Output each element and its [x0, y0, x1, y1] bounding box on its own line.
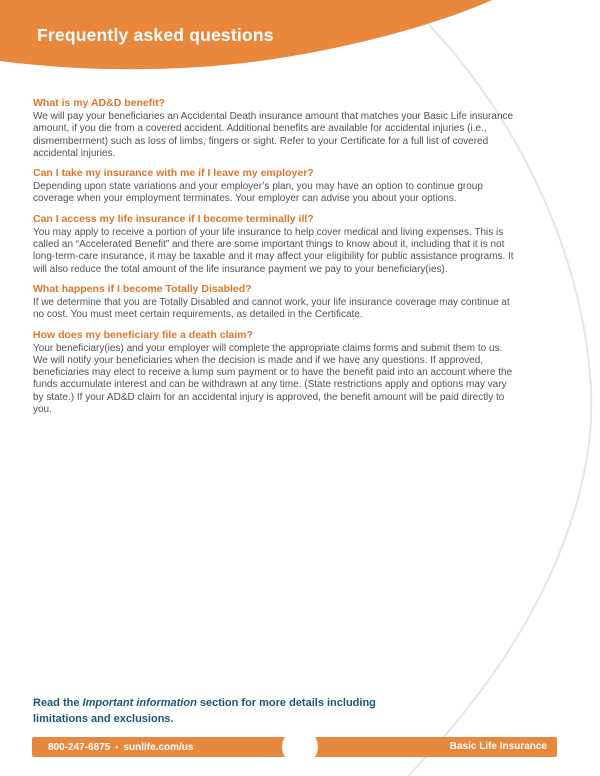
faq-answer: Depending upon state variations and your employer’s plan, you may have an option to continue group coverage when your employment terminates. Your employer can advise you about your options.: [33, 181, 483, 205]
faq-question: Can I take my insurance with me if I leave my employer?: [33, 167, 314, 180]
faq-item: [33, 329, 518, 417]
note-suffix: section for more details including limitations and exclusions.: [33, 697, 376, 725]
faq-list: [33, 97, 518, 416]
note-emphasis: Important information: [82, 697, 197, 709]
important-information-note: [33, 696, 405, 727]
faq-item: [33, 97, 518, 160]
faq-question: What happens if I become Totally Disabled?: [33, 282, 252, 295]
footer-gap-notch: [282, 729, 318, 765]
faq-answer: If we determine that you are Totally Disabled and cannot work, your life insurance coverage may continue at no cost. You must meet certain requirements, as detailed in the Certificate.: [33, 296, 510, 321]
faq-answer: We will pay your beneficiaries an Accidental Death insurance amount that matches your Basic Life insurance amount, if you die from a covered accident. Additional benefits are available for accidental injuries (i.e., dismemberment) such as loss of limbs, fingers or sight. Refer to your Certificate for a full list of covered accidental injuries.: [33, 111, 514, 159]
faq-answer: You may apply to receive a portion of your life insurance to help cover medical and living expenses. This is called an “Accelerated Benefit” and there are some important things to know about it, including that it is not long-term-care insurance, it may be taxable and it may affect your eligibility for public assistance programs. It will also reduce the total amount of the life insurance payment we pay to your beneficiary(ies).: [33, 226, 514, 275]
footer-product-name: Basic Life Insurance: [449, 741, 547, 752]
faq-item: [33, 213, 518, 276]
footer-bar: [32, 737, 557, 757]
faq-question: How does my beneficiary file a death claim?: [33, 328, 253, 341]
faq-item: [33, 167, 518, 206]
faq-answer: Your beneficiary(ies) and your employer will complete the appropriate claims forms and submit them to us. We will notify your beneficiaries when the decision is made and if we have any questions. If approved, beneficiaries may elect to receive a lump sum payment or to have the benefit paid into an account where the funds accumulate interest and can be withdrawn at any time. (State restrictions apply and options may vary by state.) If your AD&D claim for an accidental injury is approved, the benefit amount will be paid directly to you.: [33, 342, 513, 416]
footer-contact: [48, 737, 193, 758]
footer-website: sunlife.com/us: [123, 742, 194, 753]
faq-question: What is my AD&D benefit?: [33, 97, 166, 109]
bullet-separator-icon: •: [115, 742, 119, 752]
faq-question: Can I access my life insurance if I become terminally ill?: [33, 212, 314, 225]
page-title: Frequently asked questions: [37, 25, 274, 45]
faq-item: [33, 283, 518, 322]
note-prefix: Read the: [33, 697, 83, 709]
footer-phone: 800-247-6875: [48, 742, 111, 753]
